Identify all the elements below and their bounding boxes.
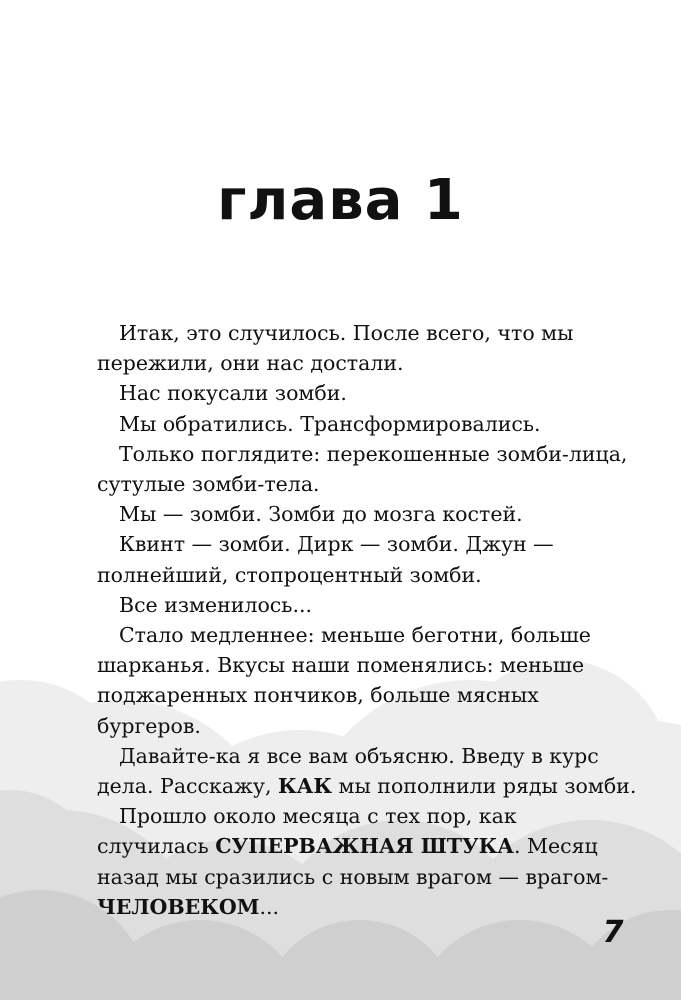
paragraph-5 [97,499,597,529]
paragraph-2 [97,378,597,408]
text-line [97,771,637,801]
text-line: полнейший, стопроцентный зомби. [97,562,482,587]
text-line: Итак, это случилось. После всего, что мы [119,321,574,345]
text-line: Давайте-ка я все вам объясню. Введу в курс [119,743,599,768]
text-line [97,831,597,861]
text-line: Все изменилось... [119,592,312,617]
paragraph-3 [97,409,597,439]
text-run: ... [259,894,280,919]
text-line: поджаренных пончиков, больше мясных [97,683,539,708]
bold-text: СУПЕРВАЖНАЯ ШТУКА [215,834,514,859]
paragraph-4 [97,439,628,499]
text-run: мы пополнили ряды зомби. [332,774,637,799]
text-line [97,892,597,922]
text-run: . Месяц [513,834,598,859]
paragraph-9 [97,741,637,801]
paragraph-6 [97,529,597,589]
text-line: назад мы сразились с новым врагом — врагом- [97,864,609,889]
text-line: Мы — зомби. Зомби до мозга костей. [119,502,523,527]
text-line: сутулые зомби-тела. [97,472,320,497]
text-line: Квинт — зомби. Дирк — зомби. Джун — [119,532,554,557]
text-line: Прошло около месяца с тех пор, как [119,804,517,829]
text-run: дела. Расскажу, [97,774,278,799]
chapter-title: глава 1 [217,168,464,233]
text-line: пережили, они нас достали. [97,351,404,376]
paragraph-7 [97,590,597,620]
bold-text: ЧЕЛОВЕКОМ [97,894,260,919]
body-text [97,318,637,922]
text-line: Стало медленнее: меньше беготни, больше [119,623,591,648]
text-line: шарканья. Вкусы наши поменялись: меньше [97,653,585,678]
bold-text: КАК [278,774,332,799]
paragraph-10 [97,801,609,922]
text-line: Только поглядите: перекошенные зомби-лица, [119,441,628,466]
text-line: бургеров. [97,713,201,738]
paragraph-8 [97,620,597,741]
text-line: Мы обратились. Трансформировались. [119,411,541,436]
text-run: случилась [97,834,216,859]
paragraph-1 [97,318,597,378]
text-line: Нас покусали зомби. [119,381,347,406]
page-number: 7 [602,915,624,950]
